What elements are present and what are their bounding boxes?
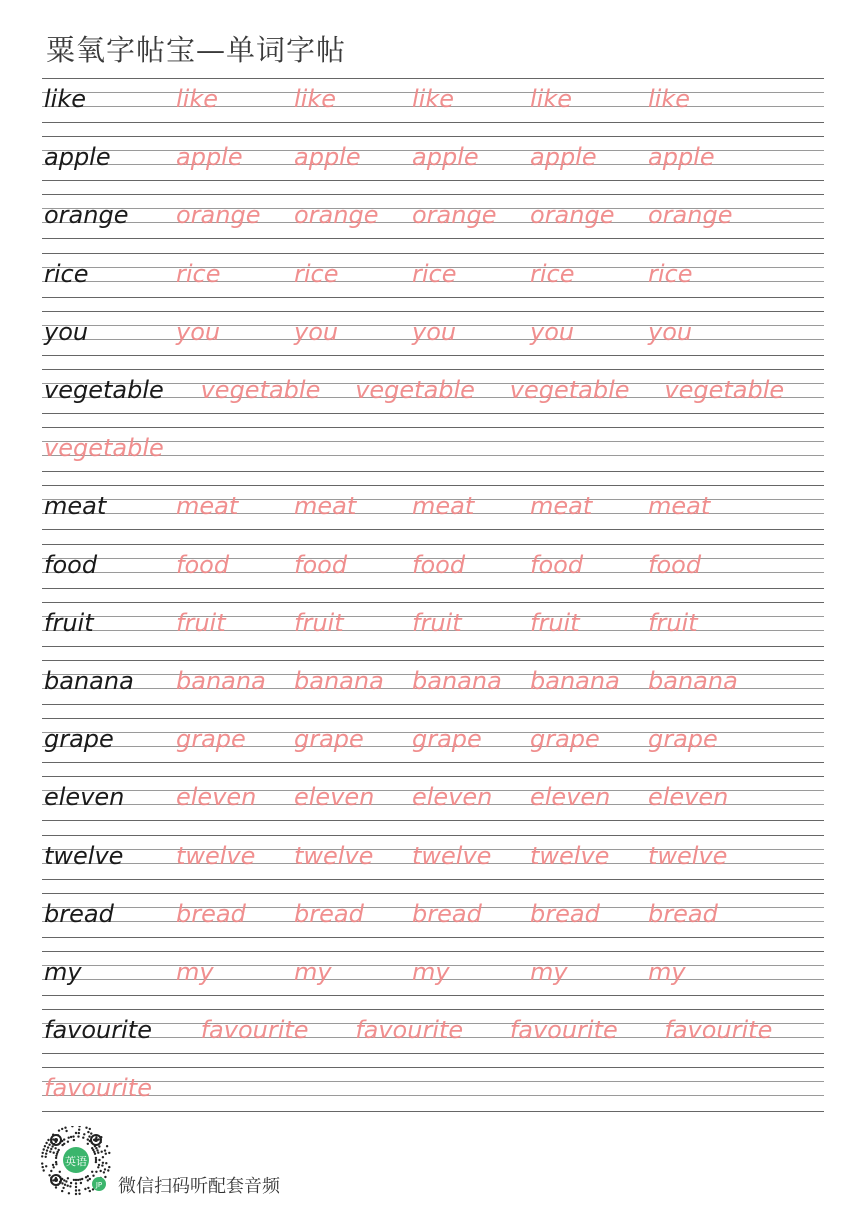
practice-row	[42, 660, 824, 706]
guide-line	[42, 238, 824, 239]
guide-line	[42, 427, 824, 428]
footer-caption: 微信扫码听配套音频	[118, 1176, 280, 1197]
trace-word: fruit	[648, 608, 698, 637]
trace-word: banana	[294, 667, 384, 695]
model-word: like	[44, 85, 86, 113]
trace-word: favourite	[509, 1016, 618, 1045]
trace-word: favourite	[200, 1016, 309, 1045]
trace-word: banana	[176, 667, 266, 695]
practice-row	[42, 311, 824, 357]
trace-word: my	[176, 958, 214, 986]
model-word: my	[44, 958, 82, 986]
guide-line	[42, 122, 824, 123]
guide-line	[42, 879, 824, 880]
trace-word: vegetable	[200, 376, 321, 404]
practice-row	[42, 951, 824, 997]
trace-word: you	[648, 317, 693, 346]
practice-row	[42, 78, 824, 124]
guide-line	[42, 413, 824, 414]
model-word: bread	[44, 899, 114, 928]
trace-word: eleven	[530, 783, 611, 812]
practice-row	[42, 835, 824, 881]
qr-badge-label: 英语	[65, 1155, 87, 1168]
guide-line	[42, 194, 824, 195]
trace-word: like	[294, 85, 336, 113]
model-word: meat	[44, 492, 107, 521]
trace-word: fruit	[294, 608, 344, 637]
trace-word: grape	[176, 725, 246, 754]
trace-word: my	[648, 958, 686, 986]
guide-line	[42, 1067, 824, 1068]
guide-line	[42, 893, 824, 894]
guide-line	[42, 835, 824, 836]
model-word: vegetable	[44, 376, 164, 404]
trace-word: my	[412, 958, 450, 986]
trace-word: apple	[176, 143, 243, 172]
guide-line	[42, 602, 824, 603]
trace-word: like	[412, 85, 454, 113]
guide-line	[42, 297, 824, 298]
model-word: banana	[44, 667, 134, 695]
guide-line	[42, 253, 824, 254]
trace-word: food	[530, 550, 584, 579]
trace-word: favourite	[355, 1016, 464, 1045]
trace-word: twelve	[530, 841, 610, 870]
trace-word: rice	[648, 259, 693, 288]
guide-line	[42, 762, 824, 763]
trace-word: rice	[294, 259, 339, 288]
trace-word: orange	[176, 201, 261, 230]
guide-line	[42, 78, 824, 79]
practice-row	[42, 893, 824, 939]
trace-word: you	[294, 317, 339, 346]
practice-row	[42, 776, 824, 822]
trace-word: eleven	[412, 783, 493, 812]
trace-word: grape	[412, 725, 482, 754]
trace-word: vegetable	[664, 376, 785, 404]
guide-line	[42, 1095, 824, 1096]
trace-word: rice	[176, 259, 221, 288]
trace-word: like	[648, 85, 690, 113]
trace-word: favourite	[44, 1074, 152, 1103]
trace-word: vegetable	[355, 376, 475, 404]
page-title: 粟氧字帖宝—单词字帖	[46, 33, 347, 67]
guide-line	[42, 369, 824, 370]
trace-word: meat	[412, 492, 475, 521]
trace-word: meat	[176, 492, 239, 521]
guide-line	[42, 355, 824, 356]
trace-word: vegetable	[509, 376, 630, 404]
footer	[40, 1126, 440, 1198]
trace-word: vegetable	[44, 434, 164, 463]
trace-word: my	[530, 958, 568, 986]
trace-word: twelve	[294, 841, 374, 870]
trace-word: you	[176, 317, 221, 346]
trace-word: apple	[412, 143, 479, 172]
model-word: twelve	[44, 841, 124, 870]
guide-line	[42, 1009, 824, 1010]
guide-line	[42, 995, 824, 996]
model-word: favourite	[44, 1016, 152, 1045]
guide-line	[42, 951, 824, 952]
trace-word: orange	[648, 201, 733, 230]
guide-line	[42, 937, 824, 938]
trace-word: bread	[412, 899, 482, 928]
trace-word: favourite	[664, 1016, 773, 1045]
trace-word: food	[412, 550, 466, 579]
trace-word: apple	[648, 143, 715, 172]
trace-word: grape	[648, 725, 718, 754]
practice-row	[42, 544, 824, 590]
trace-word: meat	[530, 492, 593, 521]
trace-word: banana	[530, 667, 620, 695]
model-word: rice	[44, 259, 89, 288]
trace-word: bread	[176, 899, 246, 928]
trace-word: eleven	[648, 783, 729, 812]
guide-line	[42, 136, 824, 137]
trace-word: food	[294, 550, 348, 579]
trace-word: bread	[530, 899, 600, 928]
practice-row	[42, 136, 824, 182]
trace-word: eleven	[176, 783, 257, 812]
guide-line	[42, 485, 824, 486]
trace-word: twelve	[648, 841, 728, 870]
practice-row	[42, 1009, 824, 1055]
model-word: orange	[44, 201, 129, 230]
trace-word: rice	[530, 259, 575, 288]
guide-line	[42, 1111, 824, 1112]
trace-word: like	[530, 85, 572, 113]
guide-line	[42, 588, 824, 589]
model-word: grape	[44, 725, 114, 754]
guide-line	[42, 529, 824, 530]
trace-word: you	[530, 317, 575, 346]
practice-row	[42, 253, 824, 299]
trace-word: apple	[294, 143, 361, 172]
trace-word: meat	[648, 492, 711, 521]
guide-line	[42, 544, 824, 545]
trace-word: fruit	[530, 608, 580, 637]
trace-word: fruit	[412, 608, 462, 637]
practice-row	[42, 485, 824, 531]
trace-word: orange	[294, 201, 379, 230]
trace-word: you	[412, 317, 457, 346]
trace-word: rice	[412, 259, 457, 288]
trace-word: orange	[412, 201, 497, 230]
trace-word: twelve	[412, 841, 492, 870]
model-word: food	[44, 550, 98, 579]
trace-word: bread	[648, 899, 718, 928]
trace-word: bread	[294, 899, 364, 928]
trace-word: orange	[530, 201, 615, 230]
guide-line	[42, 704, 824, 705]
qr-code-icon[interactable]	[40, 1126, 112, 1198]
guide-line	[42, 776, 824, 777]
practice-row	[42, 602, 824, 648]
trace-word: grape	[294, 725, 364, 754]
trace-word: fruit	[176, 608, 226, 637]
guide-line	[42, 1081, 824, 1082]
trace-word: banana	[648, 667, 738, 695]
trace-word: grape	[530, 725, 600, 754]
practice-row	[42, 427, 824, 473]
guide-line	[42, 660, 824, 661]
trace-word: my	[294, 958, 332, 986]
guide-line	[42, 471, 824, 472]
model-word: fruit	[44, 608, 94, 637]
trace-word: apple	[530, 143, 597, 172]
practice-row	[42, 1067, 824, 1113]
trace-word: food	[176, 550, 230, 579]
trace-word: meat	[294, 492, 357, 521]
guide-line	[42, 311, 824, 312]
guide-line	[42, 180, 824, 181]
trace-word: banana	[412, 667, 502, 695]
trace-word: eleven	[294, 783, 375, 812]
model-word: eleven	[44, 783, 125, 812]
model-word: you	[44, 317, 89, 346]
guide-line	[42, 1053, 824, 1054]
guide-line	[42, 718, 824, 719]
qr-corner-label: JP	[95, 1181, 103, 1189]
model-word: apple	[44, 143, 111, 172]
trace-word: food	[648, 550, 702, 579]
practice-row	[42, 194, 824, 240]
trace-word: like	[176, 85, 218, 113]
practice-row	[42, 369, 824, 415]
guide-line	[42, 820, 824, 821]
trace-word: twelve	[176, 841, 256, 870]
guide-line	[42, 646, 824, 647]
practice-row	[42, 718, 824, 764]
